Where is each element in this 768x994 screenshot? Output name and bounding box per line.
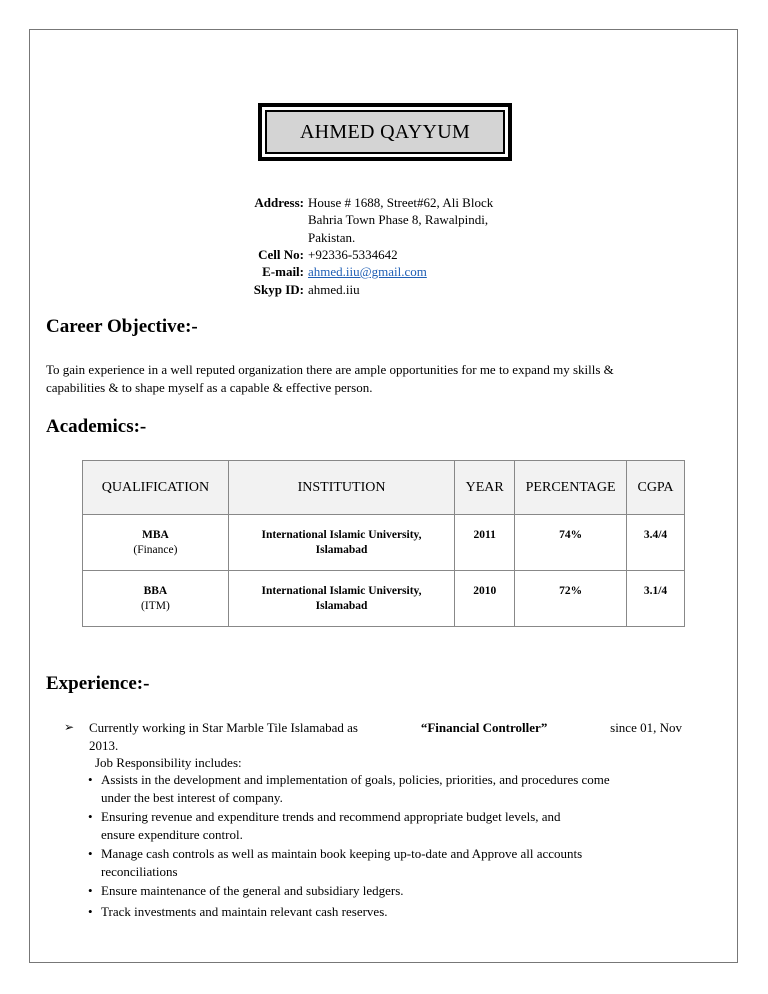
address-label: Address: bbox=[254, 195, 304, 210]
bullet-icon: • bbox=[88, 846, 93, 861]
career-line-1: To gain experience in a well reputed organization there are ample opportunities for me to expand my skills & bbox=[46, 362, 614, 377]
arrow-bullet-icon: ➢ bbox=[64, 720, 75, 734]
bullet-icon: • bbox=[88, 883, 93, 898]
bullet-line: Ensure maintenance of the general and subsidiary ledgers. bbox=[101, 883, 404, 898]
candidate-name: AHMED QAYYUM bbox=[265, 110, 505, 154]
col-percentage: PERCENTAGE bbox=[515, 461, 627, 515]
table-row bbox=[83, 571, 685, 627]
address-line-2: Bahria Town Phase 8, Rawalpindi, bbox=[308, 212, 489, 227]
institution-line-2: Islamabad bbox=[315, 544, 368, 556]
specialization: (Finance) bbox=[133, 544, 178, 556]
col-institution: INSTITUTION bbox=[228, 461, 454, 515]
bullet-line: Manage cash controls as well as maintain book keeping up-to-date and Approve all accounts bbox=[101, 846, 583, 861]
table-header-row bbox=[83, 461, 685, 515]
percentage-cell: 74% bbox=[515, 515, 627, 571]
col-year: YEAR bbox=[455, 461, 515, 515]
career-objective-heading: Career Objective:- bbox=[46, 316, 198, 337]
qualification-cell bbox=[83, 515, 229, 571]
address-line-3: Pakistan. bbox=[308, 230, 356, 245]
career-line-2: capabilities & to shape myself as a capable & effective person. bbox=[46, 380, 373, 395]
bullet-line: Ensuring revenue and expenditure trends and recommend appropriate budget levels, and bbox=[101, 809, 561, 824]
cell-label: Cell No: bbox=[258, 247, 304, 262]
skype-label: Skyp ID: bbox=[253, 282, 304, 297]
experience-intro bbox=[89, 719, 682, 754]
cell-value: +92336-5334642 bbox=[308, 247, 398, 262]
year-cell: 2010 bbox=[455, 571, 515, 627]
table-row bbox=[83, 515, 685, 571]
bullet-line: Assists in the development and implementation of goals, policies, priorities, and procedures come bbox=[101, 772, 610, 787]
skype-value: ahmed.iiu bbox=[308, 282, 360, 297]
bullet-line: under the best interest of company. bbox=[101, 790, 283, 805]
address-line-1: House # 1688, Street#62, Ali Block bbox=[308, 195, 494, 210]
specialization: (ITM) bbox=[141, 600, 170, 612]
col-qualification: QUALIFICATION bbox=[83, 461, 229, 515]
email-link[interactable]: ahmed.iiu@gmail.com bbox=[308, 264, 427, 279]
bullet-icon: • bbox=[88, 904, 93, 919]
bullet-icon: • bbox=[88, 809, 93, 824]
intro-post: since 01, Nov bbox=[610, 720, 682, 735]
institution-line-2: Islamabad bbox=[315, 600, 368, 612]
institution-line-1: International Islamic University, bbox=[261, 529, 422, 541]
academics-heading: Academics:- bbox=[46, 416, 147, 437]
intro-pre: Currently working in Star Marble Tile Islamabad as bbox=[89, 720, 358, 735]
percentage-cell: 72% bbox=[515, 571, 627, 627]
col-cgpa: CGPA bbox=[627, 461, 685, 515]
cgpa-cell: 3.1/4 bbox=[627, 571, 685, 627]
name-box bbox=[258, 103, 512, 161]
year-cell: 2011 bbox=[455, 515, 515, 571]
email-label: E-mail: bbox=[262, 264, 304, 279]
responsibility-label: Job Responsibility includes: bbox=[95, 755, 242, 770]
degree: BBA bbox=[143, 585, 168, 597]
intro-title: “Financial Controller” bbox=[420, 720, 548, 735]
bullet-icon: • bbox=[88, 772, 93, 787]
institution-line-1: International Islamic University, bbox=[261, 585, 422, 597]
intro-line-2: 2013. bbox=[89, 737, 119, 753]
qualification-cell bbox=[83, 571, 229, 627]
career-objective-text bbox=[46, 361, 716, 397]
academics-table bbox=[82, 460, 685, 627]
degree: MBA bbox=[141, 529, 169, 541]
institution-cell bbox=[228, 515, 454, 571]
bullet-line: reconciliations bbox=[101, 864, 178, 879]
experience-heading: Experience:- bbox=[46, 673, 150, 694]
bullet-line: Track investments and maintain relevant cash reserves. bbox=[101, 904, 388, 919]
cgpa-cell: 3.4/4 bbox=[627, 515, 685, 571]
institution-cell bbox=[228, 571, 454, 627]
bullet-line: ensure expenditure control. bbox=[101, 827, 243, 842]
